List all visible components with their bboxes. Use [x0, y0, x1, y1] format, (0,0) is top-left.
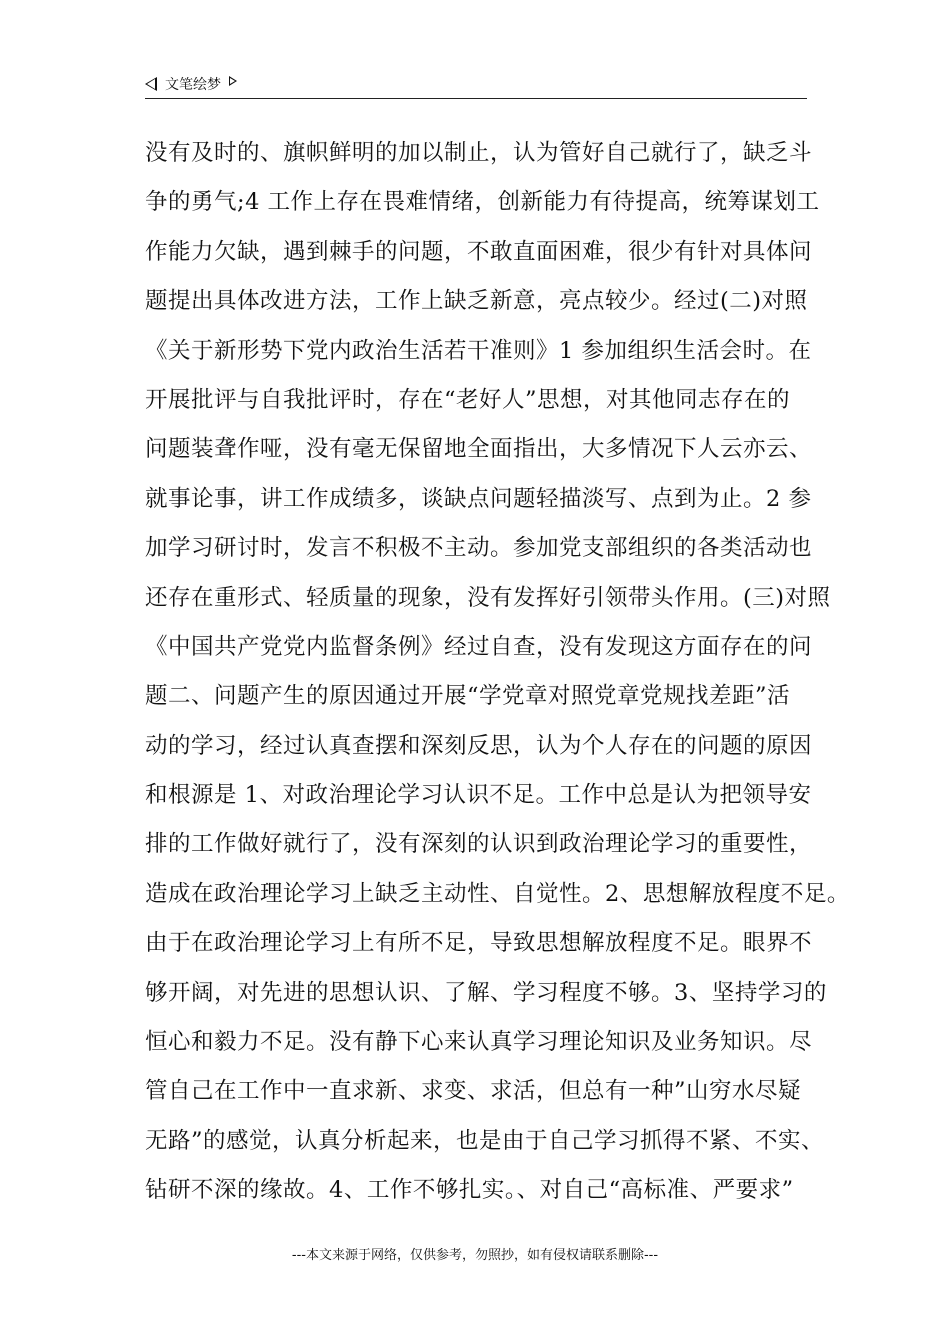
text-line: 题提出具体改进方法，工作上缺乏新意，亮点较少。经过(二)对照 [145, 288, 808, 315]
text-line: 《关于新形势下党内政治生活若干准则》1 参加组织生活会时。在 [145, 337, 812, 364]
text-line: 排的工作做好就行了，没有深刻的认识到政治理论学习的重要性， [145, 831, 813, 858]
text-line: 无路”的感觉，认真分析起来，也是由于自己学习抓得不紧、不实、 [145, 1127, 825, 1154]
text-line: 动的学习，经过认真查摆和深刻反思，认为个人存在的问题的原因 [145, 732, 813, 759]
text-line: 加学习研讨时，发言不积极不主动。参加党支部组织的各类活动也 [145, 535, 813, 562]
header-title: 文笔绘梦 [165, 77, 221, 93]
text-line: 由于在政治理论学习上有所不足，导致思想解放程度不足。眼界不 [145, 930, 813, 957]
text-line: 没有及时的、旗帜鲜明的加以制止，认为管好自己就行了，缺乏斗 [145, 140, 813, 166]
text-line: 开展批评与自我批评时，存在“老好人”思想，对其他同志存在的 [145, 386, 791, 413]
text-line: 《中国共产党党内监督条例》经过自查，没有发现这方面存在的问 [145, 633, 813, 660]
text-line: 造成在政治理论学习上缺乏主动性、自觉性。2、思想解放程度不足。 [145, 880, 850, 907]
page-header [145, 70, 807, 99]
triangle-right-icon [229, 76, 237, 86]
page-footer: ---本文来源于网络，仅供参考，勿照抄，如有侵权请联系删除--- [291, 1248, 659, 1263]
text-line: 作能力欠缺，遇到棘手的问题，不敢直面困难，很少有针对具体问 [145, 238, 813, 265]
header-title-group [145, 74, 237, 94]
document-body [145, 133, 850, 1220]
text-line: 就事论事，讲工作成绩多，谈缺点问题轻描淡写、点到为止。2 参 [145, 485, 812, 512]
text-line: 管自己在工作中一直求新、求变、求活，但总有一种”山穷水尽疑 [145, 1078, 802, 1105]
triangle-left-icon [145, 77, 157, 91]
text-line: 争的勇气;4 工作上存在畏难情绪，创新能力有待提高，统筹谋划工 [145, 189, 820, 216]
text-line: 够开阔，对先进的思想认识、了解、学习程度不够。3、坚持学习的 [145, 979, 827, 1006]
text-line: 题二、问题产生的原因通过开展“学党章对照党章党规找差距”活 [145, 683, 791, 710]
text-line: 恒心和毅力不足。没有静下心来认真学习理论知识及业务知识。尽 [145, 1029, 813, 1056]
text-line: 还存在重形式、轻质量的现象，没有发挥好引领带头作用。(三)对照 [145, 584, 831, 611]
text-line: 钻研不深的缘故。4、工作不够扎实。、对自己“高标准、严要求” [145, 1177, 794, 1204]
text-line: 问题装聋作哑，没有毫无保留地全面指出，大多情况下人云亦云、 [145, 436, 813, 463]
text-line: 和根源是 1、对政治理论学习认识不足。工作中总是认为把领导安 [145, 782, 812, 809]
